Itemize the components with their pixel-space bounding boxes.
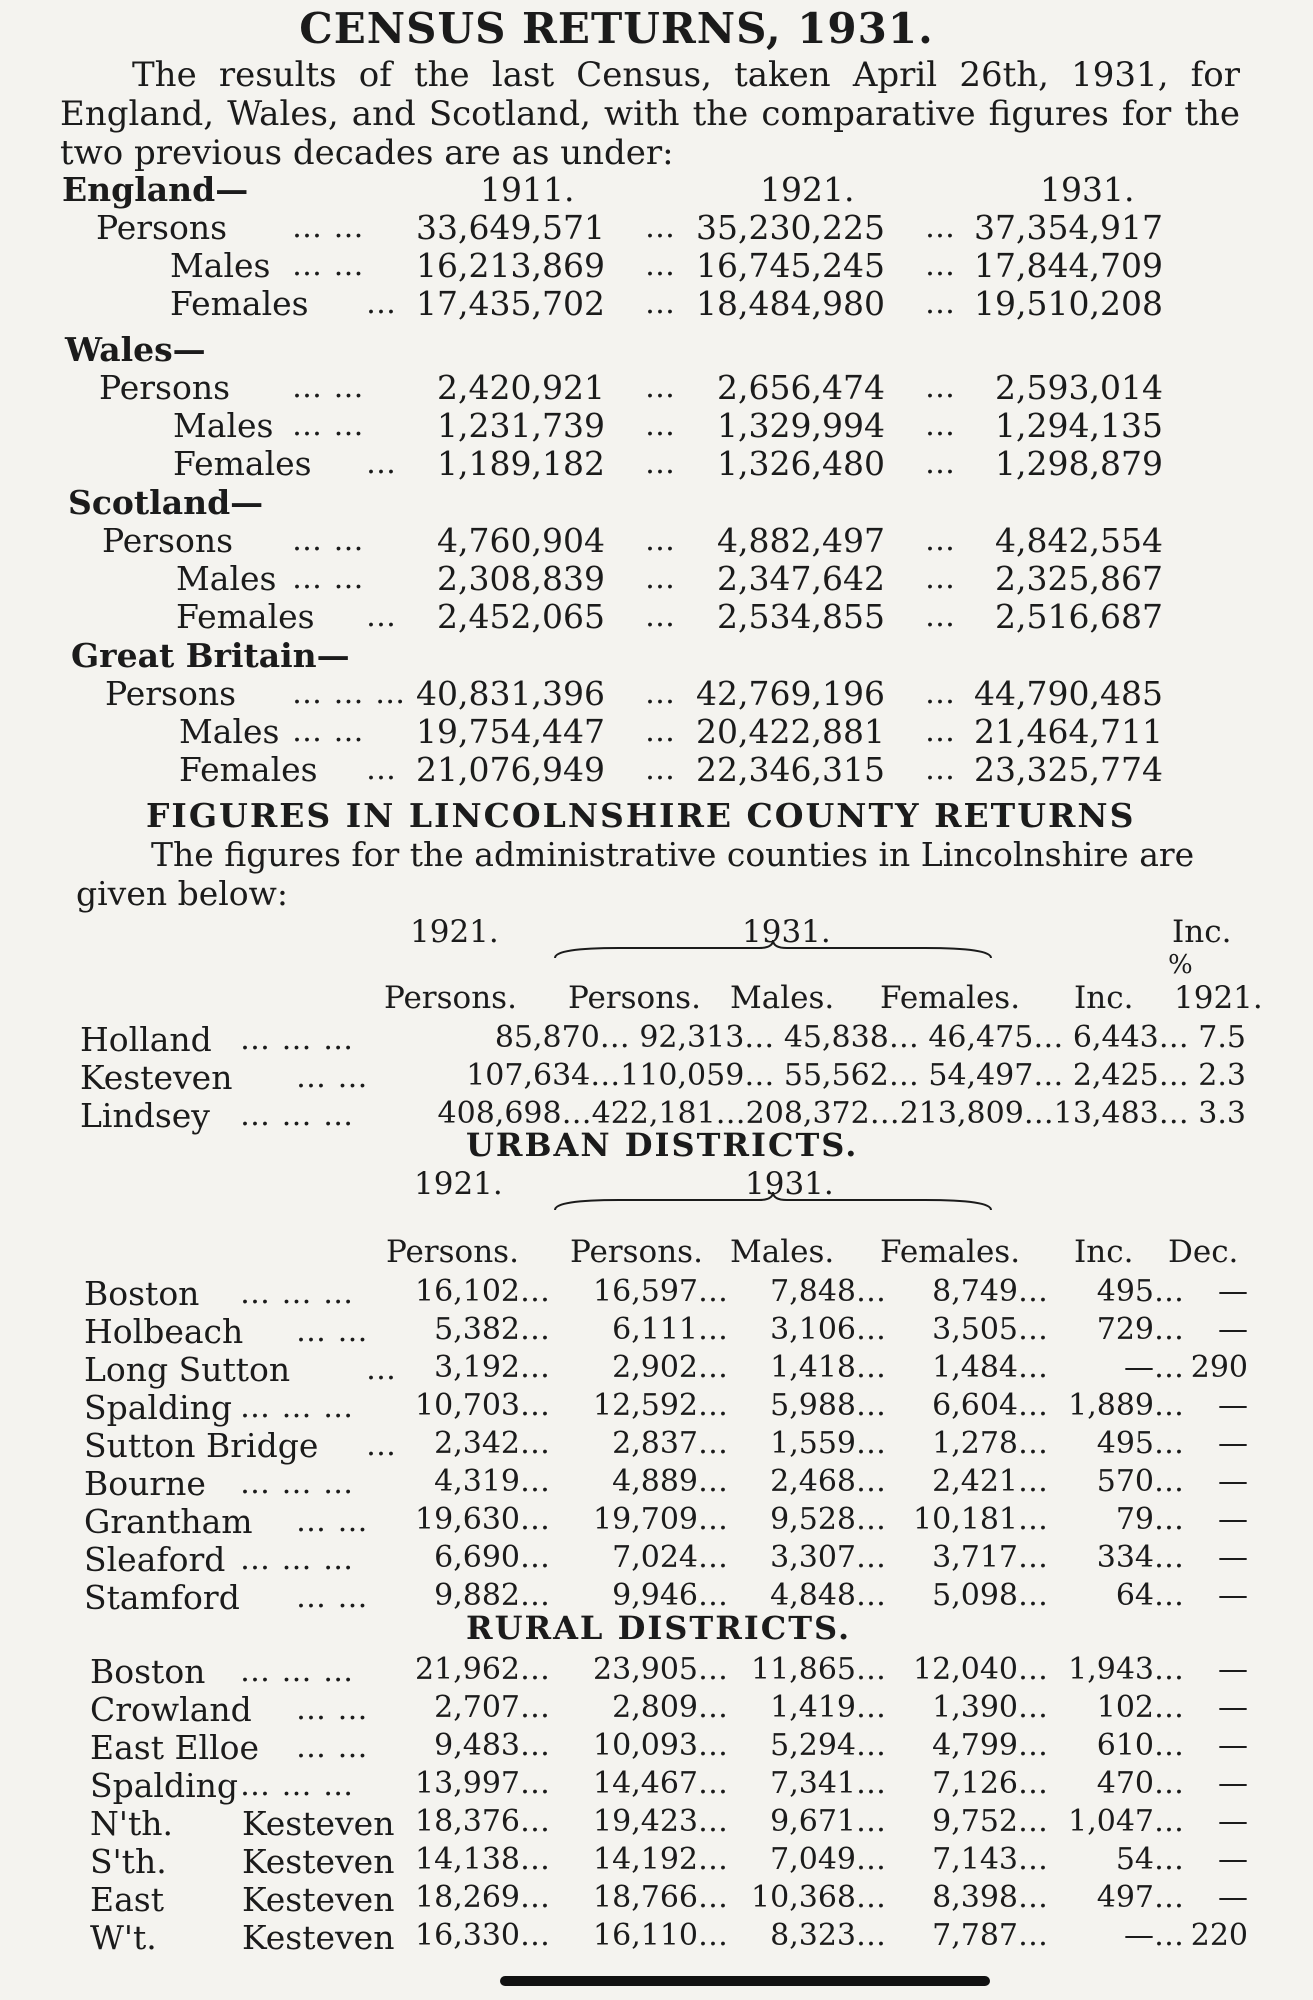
year-header: 1931.: [742, 914, 831, 950]
district-value: 9,882…: [434, 1578, 550, 1613]
page-title: CENSUS RETURNS, 1931.: [299, 4, 934, 53]
separator-dots: …: [645, 523, 676, 558]
leader-dots: … … …: [240, 1098, 355, 1133]
row-label: Persons: [99, 368, 231, 407]
district-label: Boston: [90, 1652, 206, 1691]
row-label: Females: [170, 284, 309, 323]
district-value: 7,787…: [932, 1918, 1048, 1953]
district-value: 18,269…: [415, 1880, 550, 1915]
leader-dots: … … …: [292, 676, 407, 711]
separator-dots: …: [645, 561, 676, 596]
column-header: Persons.: [570, 1234, 703, 1270]
brace-1931: [553, 938, 993, 960]
column-header: Inc.: [1074, 980, 1134, 1016]
separator-dots: …: [645, 599, 676, 634]
leader-dots: …: [366, 286, 397, 321]
district-value: 18,376…: [415, 1804, 550, 1839]
census-value: 35,230,225: [696, 208, 885, 247]
district-value: 7,341…: [770, 1766, 886, 1801]
census-value: 1,326,480: [717, 444, 885, 483]
district-label-2: Kesteven: [242, 1804, 395, 1843]
row-label: Females: [173, 444, 312, 483]
district-value: —: [1218, 1388, 1248, 1423]
separator-dots: …: [925, 676, 956, 711]
row-label: Females: [176, 597, 315, 636]
census-value: 37,354,917: [974, 208, 1163, 247]
district-value: 1,484…: [932, 1350, 1048, 1385]
district-value: 4,848…: [770, 1578, 886, 1613]
census-value: 1,298,879: [995, 444, 1163, 483]
column-header: Females.: [880, 980, 1021, 1016]
separator-dots: …: [925, 408, 956, 443]
district-value: —: [1218, 1728, 1248, 1763]
separator-dots: …: [925, 210, 956, 245]
leader-dots: … …: [292, 714, 365, 749]
census-value: 16,745,245: [696, 246, 885, 285]
district-value: 3,307…: [770, 1540, 886, 1575]
district-value: 12,592…: [593, 1388, 728, 1423]
leader-dots: … … …: [240, 1276, 355, 1311]
leader-dots: … … …: [240, 1654, 355, 1689]
separator-dots: …: [645, 752, 676, 787]
district-label: Bourne: [84, 1464, 206, 1503]
year-header: 1931.: [745, 1166, 834, 1202]
census-value: 1,231,739: [437, 406, 605, 445]
row-label: Persons: [96, 208, 228, 247]
district-value: 102…: [1096, 1690, 1184, 1725]
leader-dots: … … …: [240, 1390, 355, 1425]
lincs-paragraph: The figures for the administrative counties in Lincolnshire are given below:: [76, 835, 1195, 913]
separator-dots: …: [925, 561, 956, 596]
district-value: 729…: [1096, 1312, 1184, 1347]
district-value: 11,865…: [751, 1652, 886, 1687]
district-label: East: [90, 1880, 164, 1919]
leader-dots: …: [366, 446, 397, 481]
lincs-heading: FIGURES IN LINCOLNSHIRE COUNTY RETURNS: [146, 796, 1136, 835]
district-value: 21,962…: [415, 1652, 550, 1687]
district-value: 7,024…: [612, 1540, 728, 1575]
district-label: East Elloe: [90, 1728, 260, 1767]
district-value: 2,707…: [434, 1690, 550, 1725]
district-value: 1,559…: [770, 1426, 886, 1461]
census-value: 23,325,774: [974, 750, 1163, 789]
district-value: 4,799…: [932, 1728, 1048, 1763]
district-value: —: [1218, 1690, 1248, 1725]
leader-dots: … … …: [240, 1466, 355, 1501]
year-header: 1921.: [410, 914, 499, 950]
separator-dots: …: [925, 599, 956, 634]
column-header: Persons.: [568, 980, 701, 1016]
row-label: Males: [173, 406, 274, 445]
leader-dots: … …: [296, 1692, 369, 1727]
separator-dots: …: [925, 286, 956, 321]
census-value: 42,769,196: [696, 674, 885, 713]
district-value: 19,423…: [593, 1804, 728, 1839]
leader-dots: … …: [292, 248, 365, 283]
district-value: 14,138…: [415, 1842, 550, 1877]
district-value: —: [1218, 1312, 1248, 1347]
district-value: 610…: [1096, 1728, 1184, 1763]
district-label: Spalding: [84, 1388, 233, 1427]
column-header: Inc.: [1172, 914, 1232, 950]
leader-dots: … …: [296, 1060, 369, 1095]
district-value: —: [1218, 1804, 1248, 1839]
group-heading: Great Britain—: [71, 636, 350, 675]
census-value: 2,516,687: [995, 597, 1163, 636]
rural-heading: RURAL DISTRICTS.: [466, 1609, 852, 1647]
census-value: 4,760,904: [437, 521, 605, 560]
column-header: Dec.: [1168, 1234, 1239, 1270]
column-header: %: [1168, 950, 1193, 980]
district-value: —: [1218, 1578, 1248, 1613]
district-value: —…: [1124, 1918, 1184, 1953]
leader-dots: … … …: [240, 1022, 355, 1057]
district-value: 2,902…: [612, 1350, 728, 1385]
district-value: 6,690…: [434, 1540, 550, 1575]
district-label: Stamford: [84, 1578, 240, 1617]
district-value: 9,752…: [932, 1804, 1048, 1839]
district-value: 19,709…: [593, 1502, 728, 1537]
district-value: 1,943…: [1068, 1652, 1184, 1687]
district-label: Long Sutton: [84, 1350, 291, 1389]
district-value: 10,093…: [593, 1728, 728, 1763]
separator-dots: …: [645, 408, 676, 443]
census-value: 2,420,921: [437, 368, 605, 407]
district-value: 3,505…: [932, 1312, 1048, 1347]
district-label: W't.: [90, 1918, 157, 1957]
year-header: 1911.: [480, 170, 575, 209]
leader-dots: …: [366, 599, 397, 634]
row-label: Males: [170, 246, 271, 285]
district-value: 220: [1190, 1918, 1248, 1953]
census-value: 17,435,702: [416, 284, 605, 323]
district-value: 5,988…: [770, 1388, 886, 1423]
separator-dots: …: [645, 714, 676, 749]
district-value: 1,419…: [770, 1690, 886, 1725]
district-value: 497…: [1096, 1880, 1184, 1915]
census-value: 20,422,881: [696, 712, 885, 751]
county-values: 408,698…422,181…208,372…213,809…13,483… 3.3: [437, 1096, 1246, 1131]
district-value: 2,468…: [770, 1464, 886, 1499]
district-label-2: Kesteven: [242, 1918, 395, 1957]
district-value: 9,483…: [434, 1728, 550, 1763]
home-indicator[interactable]: [500, 1976, 990, 1986]
separator-dots: …: [925, 714, 956, 749]
county-values: 107,634…110,059… 55,562… 54,497… 2,425… 2.3: [466, 1058, 1246, 1093]
leader-dots: … …: [292, 370, 365, 405]
district-value: 1,418…: [770, 1350, 886, 1385]
separator-dots: …: [645, 676, 676, 711]
district-value: 1,278…: [932, 1426, 1048, 1461]
census-value: 2,347,642: [717, 559, 885, 598]
district-value: 5,382…: [434, 1312, 550, 1347]
district-value: 1,889…: [1068, 1388, 1184, 1423]
district-value: 10,368…: [751, 1880, 886, 1915]
district-value: 14,192…: [593, 1842, 728, 1877]
leader-dots: … …: [296, 1504, 369, 1539]
separator-dots: …: [925, 370, 956, 405]
district-value: 16,597…: [593, 1274, 728, 1309]
column-header: Inc.: [1074, 1234, 1134, 1270]
district-value: 18,766…: [593, 1880, 728, 1915]
district-value: 64…: [1115, 1578, 1184, 1613]
census-value: 2,534,855: [717, 597, 885, 636]
district-value: 2,342…: [434, 1426, 550, 1461]
district-value: 12,040…: [913, 1652, 1048, 1687]
leader-dots: …: [366, 752, 397, 787]
census-value: 2,452,065: [437, 597, 605, 636]
district-label: S'th.: [90, 1842, 167, 1881]
district-value: 2,837…: [612, 1426, 728, 1461]
district-value: 1,047…: [1068, 1804, 1184, 1839]
leader-dots: … … …: [240, 1768, 355, 1803]
separator-dots: …: [645, 446, 676, 481]
district-value: 10,703…: [415, 1388, 550, 1423]
row-label: Persons: [102, 521, 234, 560]
district-label: Grantham: [84, 1502, 253, 1541]
census-value: 44,790,485: [974, 674, 1163, 713]
district-value: 16,330…: [415, 1918, 550, 1953]
census-value: 1,294,135: [995, 406, 1163, 445]
district-value: 3,192…: [434, 1350, 550, 1385]
district-value: 23,905…: [593, 1652, 728, 1687]
row-label: Males: [176, 559, 277, 598]
district-label: Sutton Bridge: [84, 1426, 319, 1465]
district-value: 495…: [1096, 1274, 1184, 1309]
district-label-2: Kesteven: [242, 1880, 395, 1919]
leader-dots: …: [366, 1352, 397, 1387]
census-value: 2,308,839: [437, 559, 605, 598]
county-label: Lindsey: [80, 1096, 210, 1135]
group-heading: England—: [62, 170, 249, 209]
district-value: 334…: [1096, 1540, 1184, 1575]
district-value: 9,528…: [770, 1502, 886, 1537]
district-value: 7,049…: [770, 1842, 886, 1877]
leader-dots: … …: [292, 210, 365, 245]
census-value: 4,842,554: [995, 521, 1163, 560]
leader-dots: … … …: [240, 1542, 355, 1577]
county-label: Kesteven: [80, 1058, 233, 1097]
district-value: 9,671…: [770, 1804, 886, 1839]
district-value: 570…: [1096, 1464, 1184, 1499]
district-value: 8,323…: [770, 1918, 886, 1953]
row-label: Males: [179, 712, 280, 751]
district-value: —: [1218, 1766, 1248, 1801]
district-value: —: [1218, 1652, 1248, 1687]
row-label: Persons: [105, 674, 237, 713]
district-value: —: [1218, 1274, 1248, 1309]
census-value: 1,329,994: [717, 406, 885, 445]
district-value: —: [1218, 1842, 1248, 1877]
leader-dots: … …: [292, 523, 365, 558]
group-heading: Wales—: [65, 330, 206, 369]
census-value: 2,593,014: [995, 368, 1163, 407]
district-value: 1,390…: [932, 1690, 1048, 1725]
leader-dots: … …: [296, 1580, 369, 1615]
district-value: 2,809…: [612, 1690, 728, 1725]
district-value: 7,126…: [932, 1766, 1048, 1801]
column-header: Males.: [730, 1234, 835, 1270]
leader-dots: … …: [292, 408, 365, 443]
county-values: 85,870… 92,313… 45,838… 46,475… 6,443… 7.5: [494, 1020, 1246, 1055]
column-header: Females.: [880, 1234, 1021, 1270]
column-header: Males.: [730, 980, 835, 1016]
census-value: 4,882,497: [717, 521, 885, 560]
separator-dots: …: [925, 523, 956, 558]
census-value: 16,213,869: [416, 246, 605, 285]
county-label: Holland: [80, 1020, 212, 1059]
district-value: —: [1218, 1540, 1248, 1575]
district-label: Sleaford: [84, 1540, 226, 1579]
district-value: 8,398…: [932, 1880, 1048, 1915]
census-value: 33,649,571: [416, 208, 605, 247]
district-value: 7,848…: [770, 1274, 886, 1309]
district-value: 3,717…: [932, 1540, 1048, 1575]
district-value: 16,110…: [593, 1918, 728, 1953]
district-value: 290: [1190, 1350, 1248, 1385]
district-value: 6,604…: [932, 1388, 1048, 1423]
district-value: 5,294…: [770, 1728, 886, 1763]
census-value: 22,346,315: [696, 750, 885, 789]
separator-dots: …: [645, 370, 676, 405]
separator-dots: …: [925, 446, 956, 481]
district-label-2: Kesteven: [242, 1842, 395, 1881]
district-label: Crowland: [90, 1690, 252, 1729]
district-value: 2,421…: [932, 1464, 1048, 1499]
district-label: Holbeach: [84, 1312, 244, 1351]
district-label: Spalding: [90, 1766, 239, 1805]
district-value: —: [1218, 1880, 1248, 1915]
leader-dots: … …: [296, 1730, 369, 1765]
district-value: —: [1218, 1502, 1248, 1537]
column-header: Persons.: [386, 1234, 519, 1270]
census-value: 19,510,208: [974, 284, 1163, 323]
census-value: 19,754,447: [416, 712, 605, 751]
district-value: 5,098…: [932, 1578, 1048, 1613]
separator-dots: …: [645, 248, 676, 283]
district-value: —: [1218, 1426, 1248, 1461]
column-header: Persons.: [384, 980, 517, 1016]
district-value: 79…: [1115, 1502, 1184, 1537]
row-label: Females: [179, 750, 318, 789]
district-value: 4,319…: [434, 1464, 550, 1499]
year-header: 1931.: [1040, 170, 1135, 209]
district-value: 6,111…: [612, 1312, 728, 1347]
leader-dots: … …: [292, 561, 365, 596]
census-value: 21,464,711: [974, 712, 1163, 751]
district-value: 19,630…: [415, 1502, 550, 1537]
district-value: 9,946…: [612, 1578, 728, 1613]
district-value: —: [1218, 1464, 1248, 1499]
district-value: 10,181…: [913, 1502, 1048, 1537]
year-header: 1921.: [414, 1166, 503, 1202]
leader-dots: … …: [296, 1314, 369, 1349]
district-label: Boston: [84, 1274, 200, 1313]
district-value: 14,467…: [593, 1766, 728, 1801]
intro-paragraph: The results of the last Census, taken April 26th, 1931, for England, Wales, and Scotland, with the comparative figures for the two previous decades are as under:: [60, 55, 1240, 173]
census-value: 17,844,709: [974, 246, 1163, 285]
district-value: 4,889…: [612, 1464, 728, 1499]
separator-dots: …: [925, 248, 956, 283]
census-value: 1,189,182: [437, 444, 605, 483]
column-header: 1921.: [1174, 980, 1263, 1016]
district-value: 54…: [1115, 1842, 1184, 1877]
district-value: 495…: [1096, 1426, 1184, 1461]
district-value: 3,106…: [770, 1312, 886, 1347]
district-value: —…: [1124, 1350, 1184, 1385]
census-value: 2,325,867: [995, 559, 1163, 598]
district-value: 8,749…: [932, 1274, 1048, 1309]
district-value: 13,997…: [415, 1766, 550, 1801]
census-value: 21,076,949: [416, 750, 605, 789]
district-value: 16,102…: [415, 1274, 550, 1309]
group-heading: Scotland—: [68, 483, 264, 522]
census-value: 18,484,980: [696, 284, 885, 323]
brace-1931: [553, 1190, 993, 1212]
urban-heading: URBAN DISTRICTS.: [466, 1126, 859, 1164]
separator-dots: …: [645, 210, 676, 245]
separator-dots: …: [925, 752, 956, 787]
census-value: 2,656,474: [717, 368, 885, 407]
census-value: 40,831,396: [416, 674, 605, 713]
district-value: 470…: [1096, 1766, 1184, 1801]
year-header: 1921.: [760, 170, 855, 209]
separator-dots: …: [645, 286, 676, 321]
district-label: N'th.: [90, 1804, 173, 1843]
district-value: 7,143…: [932, 1842, 1048, 1877]
leader-dots: …: [366, 1428, 397, 1463]
